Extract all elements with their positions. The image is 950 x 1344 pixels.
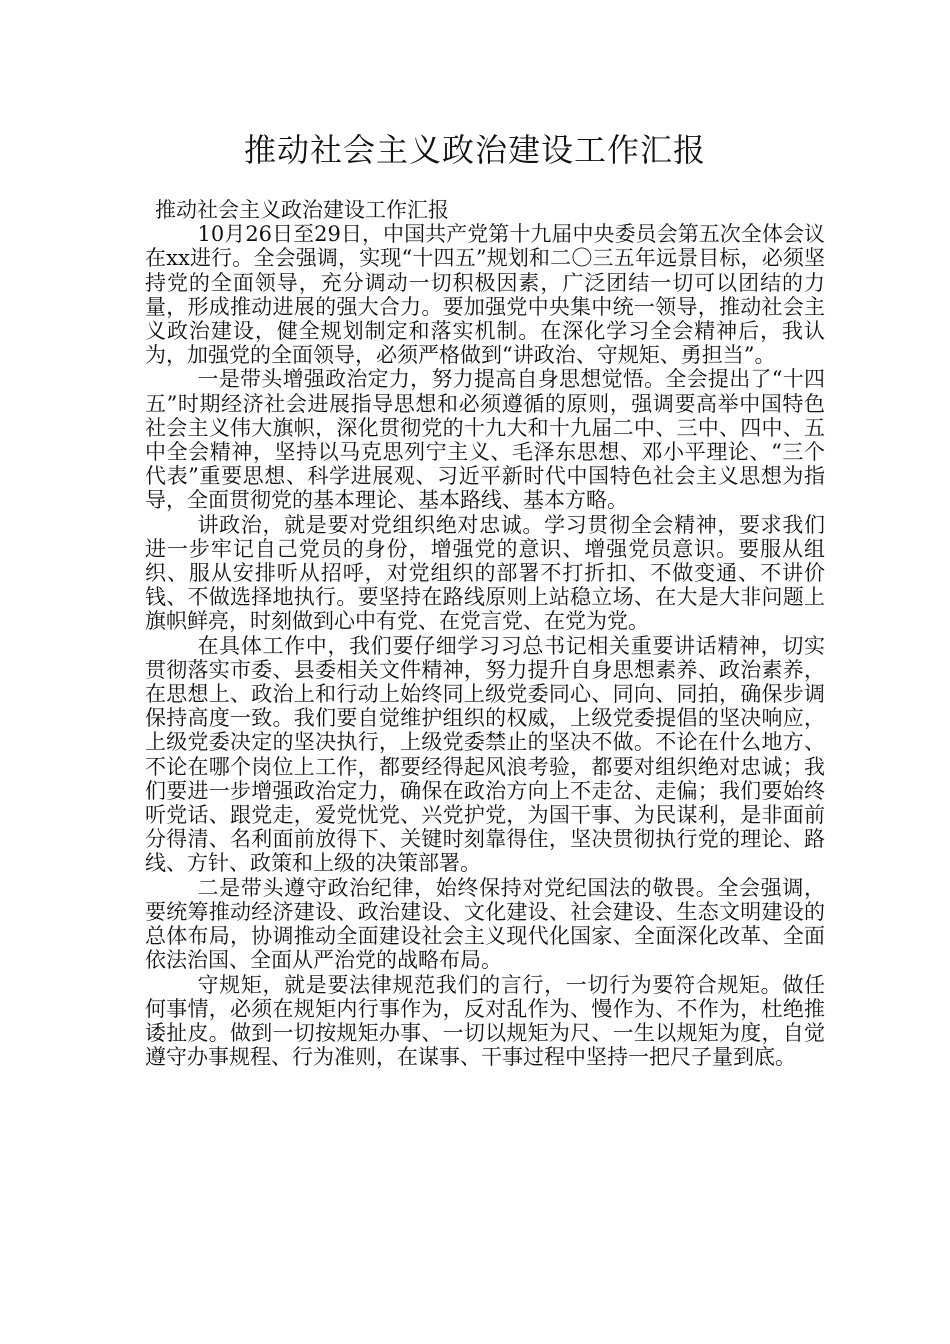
paragraph: 讲政治，就是要对党组织绝对忠诚。学习贯彻全会精神，要求我们进一步牢记自己党员的身份，增强党的意识、增强党员意识。要服从组织、服从安排听从招呼，对党组织的部署不打折扣、不做变通、不讲价钱、不做选择地执行。要坚持在路线原则上站稳立场、在大是大非问题上旗帜鲜亮，时刻做到心中有党、在党言党、在党为党。 bbox=[145, 512, 825, 634]
paragraph: 一是带头增强政治定力，努力提高自身思想觉悟。全会提出了“十四五”时期经济社会进展指导思想和必须遵循的原则，强调要高举中国特色社会主义伟大旗帜，深化贯彻党的十九大和十九届二中、三中、四中、五中全会精神，坚持以马克思列宁主义、毛泽东思想、邓小平理论、“三个代表”重要思想、科学进展观、习近平新时代中国特色社会主义思想为指导，全面贯彻党的基本理论、基本路线、基本方略。 bbox=[145, 367, 825, 513]
paragraph: 在具体工作中，我们要仔细学习习总书记相关重要讲话精神，切实贯彻落实市委、县委相关文件精神，努力提升自身思想素养、政治素养，在思想上、政治上和行动上始终同上级党委同心、同向、同拍，确保步调保持高度一致。我们要自觉维护组织的权威，上级党委提倡的坚决响应，上级党委决定的坚决执行，上级党委禁止的坚决不做。不论在什么地方、不论在哪个岗位上工作，都要经得起风浪考验，都要对组织绝对忠诚；我们要进一步增强政治定力，确保在政治方向上不走岔、走偏；我们要始终听党话、跟党走，爱党忧党、兴党护党，为国干事、为民谋利，是非面前分得清、名利面前放得下、关键时刻靠得住，坚决贯彻执行党的理论、路线、方针、政策和上级的决策部署。 bbox=[145, 633, 825, 876]
document-subtitle: 推动社会主义政治建设工作汇报 bbox=[155, 198, 449, 222]
paragraph: 10月26日至29日，中国共产党第十九届中央委员会第五次全体会议在xx进行。全会强调，实现“十四五”规划和二〇三五年远景目标，必须坚持党的全面领导，充分调动一切积极因素，广泛团结一切可以团结的力量，形成推动进展的强大合力。要加强党中央集中统一领导，推动社会主义政治建设，健全规划制定和落实机制。在深化学习全会精神后，我认为，加强党的全面领导，必须严格做到“讲政治、守规矩、勇担当”。 bbox=[145, 222, 825, 368]
paragraph: 守规矩，就是要法律规范我们的言行，一切行为要符合规矩。做任何事情，必须在规矩内行事作为，反对乱作为、慢作为、不作为，杜绝推诿扯皮。做到一切按规矩办事、一切以规矩为尺、一生以规矩为度，自觉遵守办事规程、行为准则，在谋事、干事过程中坚持一把尺子量到底。 bbox=[145, 972, 825, 1070]
document-body bbox=[145, 198, 825, 1069]
document-title: 推动社会主义政治建设工作汇报 bbox=[243, 131, 706, 169]
paragraph: 二是带头遵守政治纪律，始终保持对党纪国法的敬畏。全会强调，要统筹推动经济建设、政治建设、文化建设、社会建设、生态文明建设的总体布局，协调推动全面建设社会主义现代化国家、全面深化改革、全面依法治国、全面从严治党的战略布局。 bbox=[145, 875, 825, 973]
